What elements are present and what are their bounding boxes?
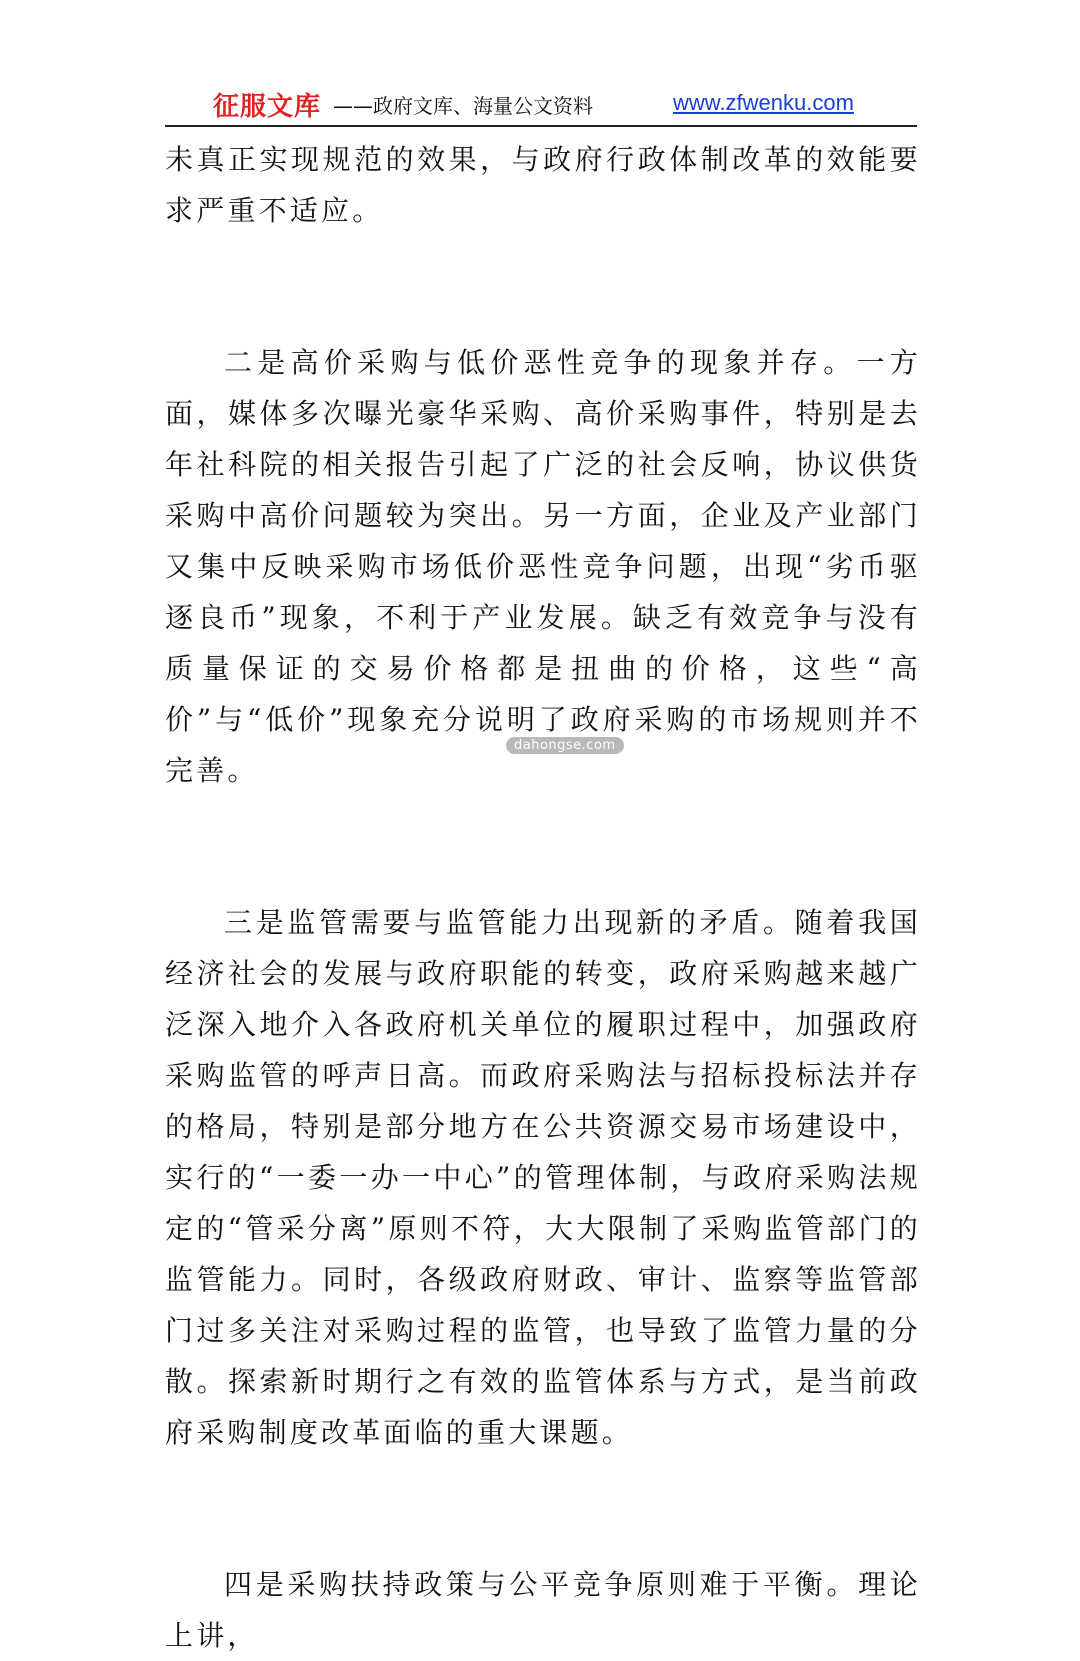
brand-logo-text: 征服文库	[213, 92, 322, 122]
document-body	[165, 134, 921, 1661]
page-header	[165, 84, 917, 124]
paragraph-point-three: 三是监管需要与监管能力出现新的矛盾。随着我国经济社会的发展与政府职能的转变，政府采购越来越广泛深入地介入各政府机关单位的履职过程中，加强政府采购监管的呼声日高。而政府采购法与招标投标法并存的格局，特别是部分地方在公共资源交易市场建设中，实行的“一委一办一中心”的管理体制，与政府采购法规定的“管采分离”原则不符，大大限制了采购监管部门的监管能力。同时，各级政府财政、审计、监察等监管部门过多关注对采购过程的监管，也导致了监管力量的分散。探索新时期行之有效的监管体系与方式，是当前政府采购制度改革面临的重大课题。	[165, 906, 921, 1449]
paragraph-point-four: 四是采购扶持政策与公平竞争原则难于平衡。理论上讲，	[165, 1568, 921, 1652]
header-tagline: ——政府文库、海量公文资料	[333, 94, 593, 118]
header-divider	[165, 125, 917, 127]
paragraph-continuation: 未真正实现规范的效果，与政府行政体制改革的效能要求严重不适应。	[165, 143, 921, 227]
watermark-badge: dahongse.com	[506, 737, 624, 754]
paragraph-point-two: 二是高价采购与低价恶性竞争的现象并存。一方面，媒体多次曝光豪华采购、高价采购事件，特别是去年社科院的相关报告引起了广泛的社会反响，协议供货采购中高价问题较为突出。另一方面，企业及产业部门又集中反映采购市场低价恶性竞争问题，出现“劣币驱逐良币”现象，不利于产业发展。缺乏有效竞争与没有质量保证的交易价格都是扭曲的价格，这些“高价”与“低价”现象充分说明了政府采购的市场规则并不完善。	[165, 346, 921, 787]
site-url-link[interactable]: www.zfwenku.com	[673, 90, 854, 115]
